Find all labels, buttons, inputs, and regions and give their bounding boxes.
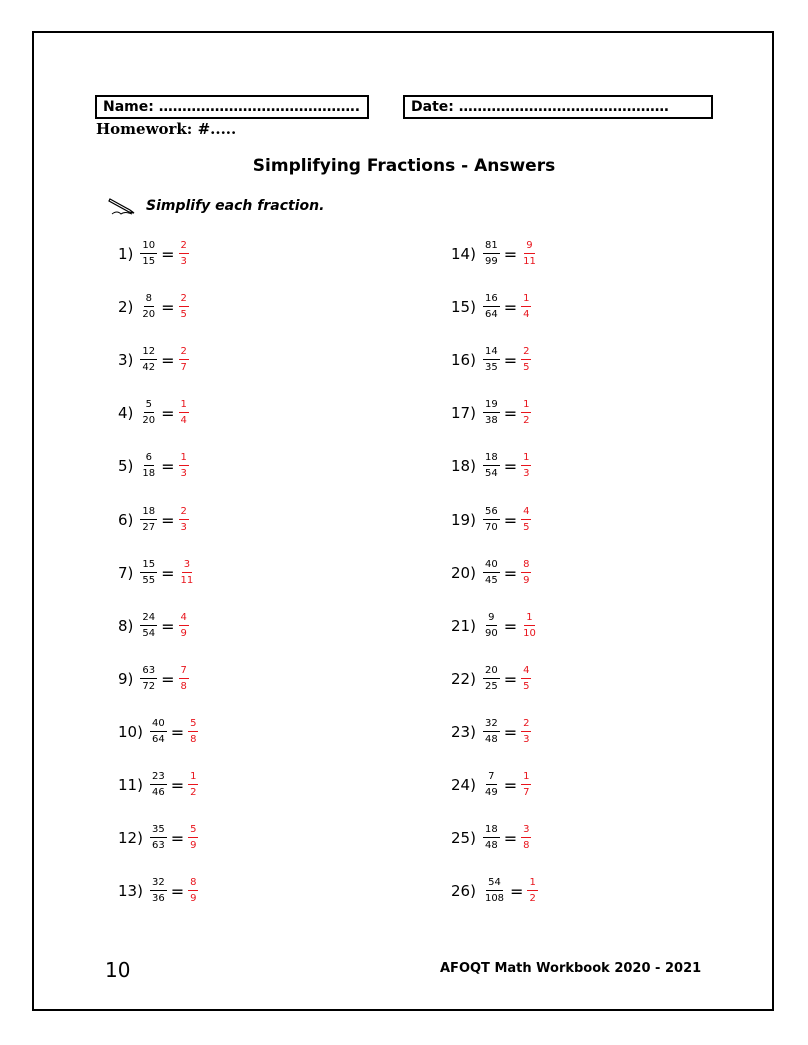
answer-fraction — [521, 452, 531, 480]
denominator: 35 — [484, 362, 498, 373]
denominator: 70 — [484, 522, 498, 533]
date-field[interactable] — [403, 95, 713, 119]
numerator: 81 — [483, 240, 500, 254]
question-fraction — [140, 399, 157, 427]
question-fraction — [483, 506, 500, 534]
equals-sign: = — [503, 297, 518, 317]
instruction-text: Simplify each fraction. — [146, 198, 325, 214]
problem-number: 5) — [118, 457, 134, 475]
answer-fraction — [521, 824, 531, 852]
problem-number: 21) — [451, 617, 476, 635]
equals-sign: = — [503, 563, 518, 583]
answer-denominator: 3 — [180, 468, 187, 479]
answer-fraction — [521, 718, 531, 746]
problem-number: 13) — [118, 882, 143, 900]
answer-numerator: 2 — [179, 506, 189, 520]
numerator: 14 — [483, 346, 500, 360]
denominator: 27 — [142, 522, 156, 533]
question-fraction — [483, 824, 500, 852]
problem-item — [451, 871, 538, 911]
denominator: 54 — [142, 628, 156, 639]
problem-number: 8) — [118, 617, 134, 635]
equals-sign: = — [161, 403, 175, 423]
problem-number: 9) — [118, 670, 134, 688]
problem-item — [451, 659, 531, 699]
numerator: 20 — [483, 665, 500, 679]
answer-fraction — [521, 346, 531, 374]
problem-number: 23) — [451, 723, 476, 741]
problem-number: 3) — [118, 351, 134, 369]
question-fraction — [483, 771, 500, 799]
answer-fraction — [179, 399, 189, 427]
problem-item — [118, 712, 198, 752]
numerator: 23 — [150, 771, 167, 785]
numerator: 6 — [144, 452, 154, 466]
answer-numerator: 1 — [521, 293, 531, 307]
answer-fraction — [188, 824, 198, 852]
answer-numerator: 4 — [179, 612, 189, 626]
answer-denominator: 5 — [523, 362, 530, 373]
answer-numerator: 9 — [524, 240, 534, 254]
answer-fraction — [179, 559, 196, 587]
answer-numerator: 5 — [188, 824, 198, 838]
denominator: 54 — [484, 468, 498, 479]
numerator: 18 — [483, 824, 500, 838]
equals-sign: = — [503, 828, 518, 848]
equals-sign: = — [170, 775, 185, 795]
answer-fraction — [188, 771, 198, 799]
problem-number: 7) — [118, 564, 134, 582]
answer-numerator: 1 — [521, 771, 531, 785]
denominator: 20 — [142, 309, 156, 320]
problem-item — [118, 606, 189, 646]
answer-fraction — [179, 506, 189, 534]
problem-item — [118, 871, 198, 911]
equals-sign: = — [503, 456, 518, 476]
question-fraction — [140, 506, 157, 534]
answer-denominator: 7 — [523, 787, 530, 798]
denominator: 36 — [151, 893, 165, 904]
problem-number: 12) — [118, 829, 143, 847]
answer-denominator: 9 — [523, 575, 530, 586]
problem-item — [451, 712, 531, 752]
problem-item — [451, 606, 538, 646]
answer-fraction — [521, 506, 531, 534]
denominator: 20 — [142, 415, 156, 426]
numerator: 10 — [140, 240, 157, 254]
answer-denominator: 10 — [523, 628, 536, 639]
numerator: 18 — [483, 452, 500, 466]
problem-number: 10) — [118, 723, 143, 741]
problem-item — [118, 234, 189, 274]
question-fraction — [483, 559, 500, 587]
question-fraction — [150, 718, 167, 746]
name-label: Name: ……………………………………. — [103, 99, 361, 115]
problem-number: 24) — [451, 776, 476, 794]
denominator: 42 — [142, 362, 156, 373]
question-fraction — [150, 771, 167, 799]
numerator: 40 — [483, 559, 500, 573]
answer-numerator: 8 — [188, 877, 198, 891]
problem-number: 11) — [118, 776, 143, 794]
numerator: 7 — [486, 771, 496, 785]
question-fraction — [483, 612, 500, 640]
question-fraction — [140, 240, 157, 268]
answer-numerator: 2 — [521, 346, 531, 360]
answer-fraction — [179, 240, 189, 268]
answer-denominator: 4 — [180, 415, 187, 426]
denominator: 99 — [484, 256, 498, 267]
denominator: 38 — [484, 415, 498, 426]
equals-sign: = — [503, 616, 518, 636]
problem-item — [118, 818, 198, 858]
numerator: 9 — [486, 612, 496, 626]
problem-item — [118, 553, 195, 593]
numerator: 5 — [144, 399, 154, 413]
problem-number: 16) — [451, 351, 476, 369]
numerator: 35 — [150, 824, 167, 838]
answer-fraction — [188, 877, 198, 905]
denominator: 45 — [484, 575, 498, 586]
answer-numerator: 1 — [521, 452, 531, 466]
answer-numerator: 7 — [179, 665, 189, 679]
equals-sign: = — [503, 350, 518, 370]
equals-sign: = — [503, 669, 518, 689]
answer-denominator: 11 — [523, 256, 536, 267]
answer-numerator: 1 — [521, 399, 531, 413]
denominator: 46 — [151, 787, 165, 798]
answer-numerator: 1 — [524, 612, 534, 626]
answer-denominator: 9 — [190, 893, 197, 904]
answer-denominator: 4 — [523, 309, 530, 320]
answer-fraction — [521, 612, 538, 640]
answer-numerator: 3 — [521, 824, 531, 838]
numerator: 12 — [140, 346, 157, 360]
answer-numerator: 5 — [188, 718, 198, 732]
pencil-writing-icon — [108, 196, 138, 216]
problem-number: 18) — [451, 457, 476, 475]
problem-number: 26) — [451, 882, 476, 900]
answer-numerator: 1 — [188, 771, 198, 785]
problem-number: 2) — [118, 298, 134, 316]
equals-sign: = — [161, 350, 175, 370]
name-field[interactable] — [95, 95, 369, 119]
equals-sign: = — [503, 722, 518, 742]
problem-number: 1) — [118, 245, 134, 263]
answer-fraction — [179, 452, 189, 480]
answer-fraction — [521, 771, 531, 799]
answer-denominator: 2 — [523, 415, 530, 426]
problem-number: 20) — [451, 564, 476, 582]
footer-book-title: AFOQT Math Workbook 2020 - 2021 — [440, 961, 702, 976]
problem-item — [451, 765, 531, 805]
problem-item — [118, 659, 189, 699]
answer-numerator: 3 — [182, 559, 192, 573]
answer-denominator: 5 — [180, 309, 187, 320]
denominator: 55 — [142, 575, 156, 586]
question-fraction — [140, 346, 157, 374]
denominator: 63 — [151, 840, 165, 851]
answer-fraction — [521, 399, 531, 427]
problem-number: 15) — [451, 298, 476, 316]
equals-sign: = — [503, 775, 518, 795]
equals-sign: = — [161, 297, 175, 317]
answer-fraction — [521, 240, 538, 268]
answer-denominator: 8 — [523, 840, 530, 851]
page-title: Simplifying Fractions - Answers — [252, 156, 556, 176]
numerator: 54 — [486, 877, 503, 891]
answer-denominator: 11 — [180, 575, 194, 586]
answer-denominator: 2 — [190, 787, 197, 798]
question-fraction — [140, 559, 157, 587]
answer-denominator: 7 — [180, 362, 187, 373]
problem-item — [118, 393, 189, 433]
equals-sign: = — [161, 456, 175, 476]
question-fraction — [140, 665, 157, 693]
answer-denominator: 3 — [523, 468, 530, 479]
problem-item — [451, 287, 531, 327]
page-number: 10 — [105, 958, 131, 982]
answer-denominator: 8 — [190, 734, 197, 745]
answer-denominator: 5 — [523, 522, 530, 533]
question-fraction — [483, 346, 500, 374]
denominator: 15 — [142, 256, 156, 267]
question-fraction — [483, 293, 500, 321]
answer-numerator: 2 — [179, 293, 189, 307]
denominator: 48 — [484, 734, 498, 745]
numerator: 16 — [483, 293, 500, 307]
denominator: 25 — [484, 681, 498, 692]
answer-denominator: 8 — [180, 681, 187, 692]
equals-sign: = — [503, 403, 518, 423]
equals-sign: = — [170, 722, 185, 742]
numerator: 32 — [150, 877, 167, 891]
numerator: 56 — [483, 506, 500, 520]
denominator: 48 — [484, 840, 498, 851]
answer-fraction — [521, 559, 531, 587]
problem-number: 25) — [451, 829, 476, 847]
problem-item — [451, 500, 531, 540]
equals-sign: = — [170, 881, 185, 901]
problem-item — [118, 446, 189, 486]
problem-item — [451, 234, 538, 274]
answer-denominator: 3 — [180, 522, 187, 533]
answer-numerator: 4 — [521, 665, 531, 679]
denominator: 64 — [484, 309, 498, 320]
problem-item — [451, 553, 531, 593]
answer-numerator: 2 — [179, 240, 189, 254]
answer-numerator: 4 — [521, 506, 531, 520]
answer-fraction — [521, 293, 531, 321]
problem-item — [451, 340, 531, 380]
question-fraction — [150, 824, 167, 852]
numerator: 8 — [144, 293, 154, 307]
numerator: 19 — [483, 399, 500, 413]
question-fraction — [483, 665, 500, 693]
problem-number: 22) — [451, 670, 476, 688]
equals-sign: = — [503, 244, 518, 264]
denominator: 108 — [484, 893, 505, 904]
homework-label: Homework: #..... — [96, 120, 237, 138]
numerator: 24 — [140, 612, 157, 626]
question-fraction — [483, 718, 500, 746]
answer-denominator: 3 — [523, 734, 530, 745]
equals-sign: = — [161, 669, 175, 689]
equals-sign: = — [161, 244, 175, 264]
question-fraction — [150, 877, 167, 905]
answer-numerator: 2 — [179, 346, 189, 360]
answer-fraction — [179, 293, 189, 321]
problem-number: 17) — [451, 404, 476, 422]
denominator: 18 — [142, 468, 156, 479]
problem-item — [118, 500, 189, 540]
numerator: 15 — [140, 559, 157, 573]
problem-number: 19) — [451, 511, 476, 529]
answer-numerator: 8 — [521, 559, 531, 573]
question-fraction — [140, 612, 157, 640]
problem-item — [451, 446, 531, 486]
equals-sign: = — [161, 510, 175, 530]
date-label: Date: ……………………………………… — [411, 99, 669, 115]
problem-number: 14) — [451, 245, 476, 263]
answer-fraction — [188, 718, 198, 746]
answer-numerator: 1 — [527, 877, 537, 891]
question-fraction — [483, 399, 500, 427]
equals-sign: = — [161, 616, 175, 636]
problem-number: 4) — [118, 404, 134, 422]
question-fraction — [140, 452, 157, 480]
denominator: 90 — [484, 628, 498, 639]
instruction — [108, 196, 324, 216]
numerator: 63 — [140, 665, 157, 679]
denominator: 72 — [142, 681, 156, 692]
numerator: 32 — [483, 718, 500, 732]
denominator: 49 — [484, 787, 498, 798]
equals-sign: = — [170, 828, 185, 848]
answer-fraction — [527, 877, 537, 905]
equals-sign: = — [161, 563, 175, 583]
question-fraction — [140, 293, 157, 321]
numerator: 40 — [150, 718, 167, 732]
equals-sign: = — [503, 510, 518, 530]
answer-fraction — [521, 665, 531, 693]
problem-item — [118, 287, 189, 327]
problem-item — [451, 818, 531, 858]
problem-item — [451, 393, 531, 433]
problem-item — [118, 340, 189, 380]
answer-denominator: 9 — [190, 840, 197, 851]
denominator: 64 — [151, 734, 165, 745]
answer-numerator: 1 — [179, 452, 189, 466]
answer-denominator: 5 — [523, 681, 530, 692]
problem-number: 6) — [118, 511, 134, 529]
answer-fraction — [179, 665, 189, 693]
answer-denominator: 9 — [180, 628, 187, 639]
numerator: 18 — [140, 506, 157, 520]
answer-fraction — [179, 346, 189, 374]
equals-sign: = — [510, 881, 524, 901]
problem-item — [118, 765, 198, 805]
question-fraction — [483, 452, 500, 480]
question-fraction — [483, 877, 506, 905]
question-fraction — [483, 240, 500, 268]
answer-fraction — [179, 612, 189, 640]
answer-denominator: 2 — [529, 893, 536, 904]
answer-numerator: 2 — [521, 718, 531, 732]
answer-denominator: 3 — [180, 256, 187, 267]
answer-numerator: 1 — [179, 399, 189, 413]
